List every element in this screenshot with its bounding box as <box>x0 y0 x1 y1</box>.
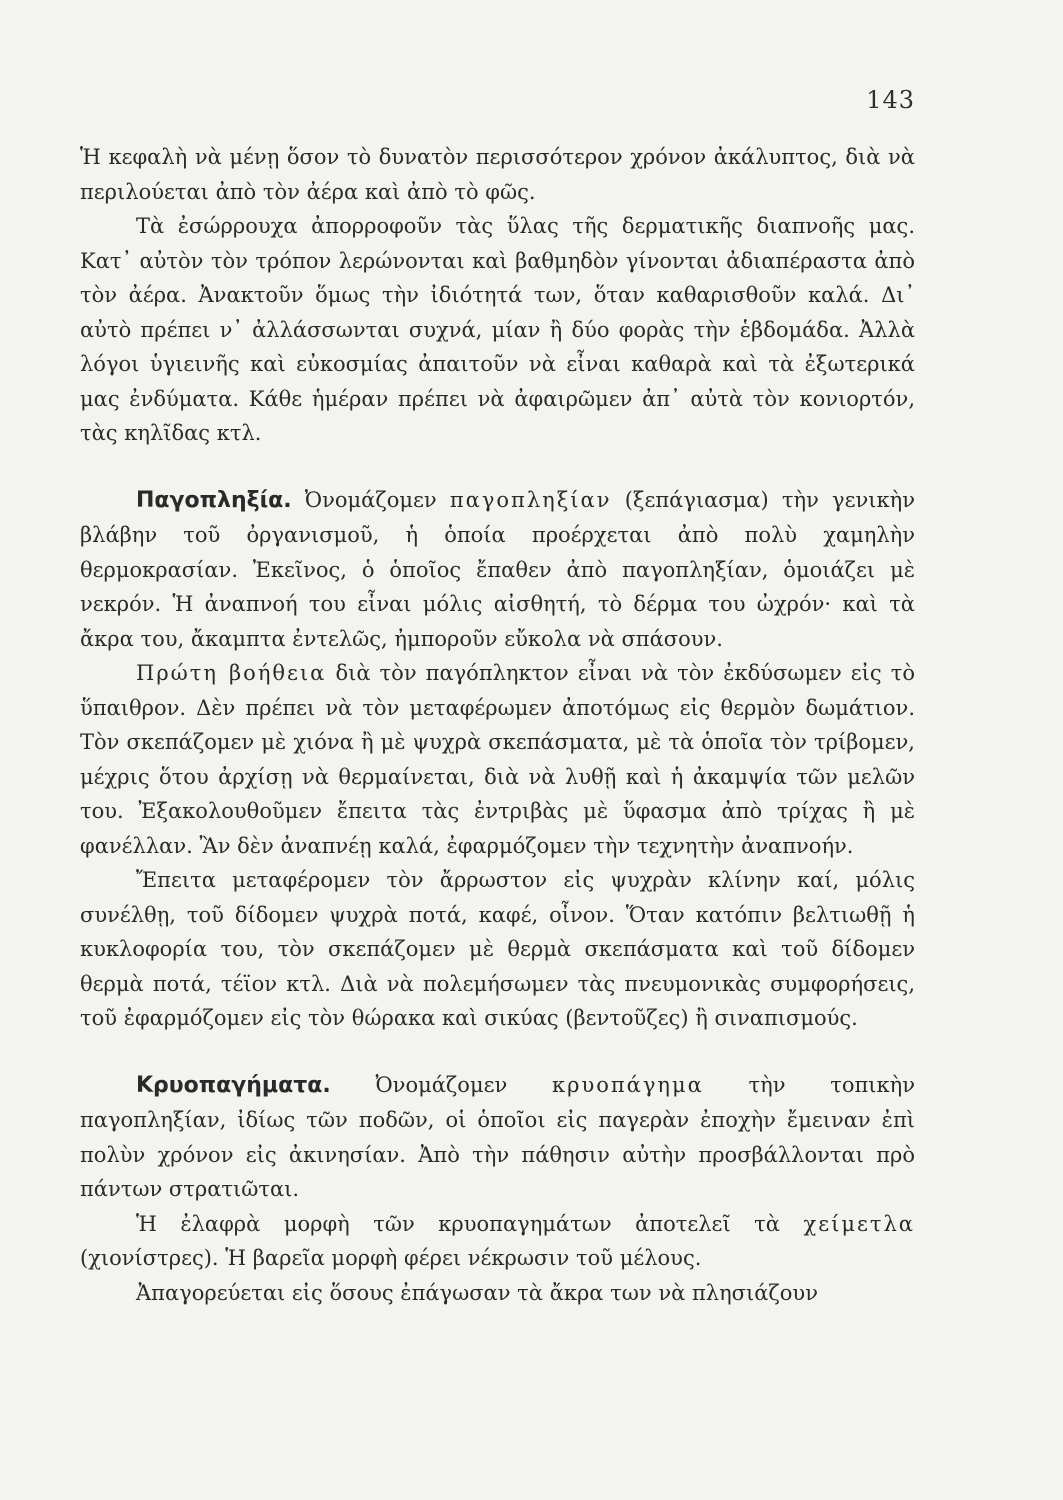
paragraph-chilblains <box>80 1068 915 1207</box>
section-spacer <box>80 451 915 483</box>
paragraph-undergarments: Τὰ ἐσώρρουχα ἀπορροφοῦν τὰς ὕλας τῆς δερματικῆς διαπνοῆς μας. Κατ᾽ αὐτὸν τὸν τρόπον λερώνονται καὶ βαθμηδὸν γίνονται ἀδιαπέραστα ἀπὸ τὸν ἀέρα. Ἀνακτοῦν ὅμως τὴν ἰδιότητά των, ὅταν καθαρισθοῦν καλά. Δι᾽ αὐτὸ πρέπει ν᾽ ἀλλάσσωνται συχνά, μίαν ἢ δύο φορὰς τὴν ἑβδομάδα. Ἀλλὰ λόγοι ὑγιεινῆς καὶ εὐκοσμίας ἀπαιτοῦν νὰ εἶναι καθαρὰ καὶ τὰ ἐξωτερικά μας ἐνδύματα. Κάθε ἡμέραν πρέπει νὰ ἀφαιρῶμεν ἀπ᾽ αὐτὰ τὸν κονιορτόν, τὰς κηλῖδας κτλ. <box>80 214 915 445</box>
page-number: 143 <box>866 86 915 114</box>
paragraph-frostbite-text: (ξεπάγιασμα) τὴν γενικὴν βλάβην τοῦ ὀργανισμοῦ, ἡ ὁποία προέρχεται ἀπὸ πολὺ χαμηλὴν θερμοκρασίαν. Ἐκεῖνος, ὁ ὁποῖος ἔπαθεν ἀπὸ παγοπληξίαν, ὁμοιάζει μὲ νεκρόν. Ἡ ἀναπνοή του εἶναι μόλις αἰσθητή, τὸ δέρμα του ὠχρόν· καὶ τὰ ἄκρα του, ἄκαμπτα ἐντελῶς, ἠμποροῦν εὔκολα νὰ σπάσουν. <box>80 487 915 651</box>
page-body <box>80 140 915 1310</box>
term-first-aid: Πρώτη βοήθεια <box>136 661 327 685</box>
paragraph-frostbite-general <box>80 483 915 657</box>
paragraph-prohibition: Ἀπαγορεύεται εἰς ὅσους ἐπάγωσαν τὰ ἄκρα των νὰ πλησιάζουν <box>136 1280 818 1305</box>
paragraph-mild-form <box>80 1207 915 1276</box>
term-pagoplixian: παγοπληξίαν <box>449 487 612 512</box>
term-kryopagima: κρυοπάγημα <box>551 1072 704 1097</box>
section-spacer <box>80 1036 915 1068</box>
section-heading-kryopagimata: Κρυοπαγήματα. <box>136 1072 331 1098</box>
paragraph-frostbite-lead: Ὀνομάζομεν <box>304 487 437 512</box>
paragraph-chilblains-text: τὴν τοπικὴν παγοπληξίαν, ἰδίως τῶν ποδῶν, οἱ ὁποῖοι εἰς παγερὰν ἐποχὴν ἔμειναν ἐπὶ πολὺν χρόνον εἰς ἀκινησίαν. Ἀπὸ τὴν πάθησιν αὐτὴν προσβάλλονται πρὸ πάντων στρατιῶται. <box>80 1072 915 1201</box>
paragraph-head-covering: Ἡ κεφαλὴ νὰ μένῃ ὅσον τὸ δυνατὸν περισσότερον χρόνον ἀκάλυπτος, διὰ νὰ περιλούεται ἀπὸ τὸν ἀέρα καὶ ἀπὸ τὸ φῶς. <box>80 145 915 204</box>
paragraph-first-aid-text: διὰ τὸν παγόπληκτον εἶναι νὰ τὸν ἐκδύσωμεν εἰς τὸ ὕπαιθρον. Δὲν πρέπει νὰ τὸν μεταφέρωμεν ἀποτόμως εἰς θερμὸν δωμάτιον. Τὸν σκεπάζομεν μὲ χιόνα ἢ μὲ ψυχρὰ σκεπάσματα, μὲ τὰ ὁποῖα τὸν τρίβομεν, μέχρις ὅτου ἀρχίσῃ νὰ θερμαίνεται, διὰ νὰ λυθῇ καὶ ἡ ἀκαμψία τῶν μελῶν του. Ἐξακολουθοῦμεν ἔπειτα τὰς ἐντριβὰς μὲ ὕφασμα ἀπὸ τρίχας ἢ μὲ φανέλλαν. Ἂν δὲν ἀναπνέῃ καλά, ἐφαρμόζομεν τὴν τεχνητὴν ἀναπνοήν. <box>80 661 916 858</box>
paragraph-chilblains-lead: Ὀνομάζομεν <box>375 1072 508 1097</box>
paragraph-first-aid <box>80 656 915 863</box>
paragraph-mild-form-text: (χιονίστρες). Ἡ βαρεῖα μορφὴ φέρει νέκρωσιν τοῦ μέλους. <box>80 1246 702 1270</box>
section-heading-pagoplixia: Παγοπληξία. <box>136 487 292 513</box>
term-cheimetla: χείμετλα <box>803 1211 915 1236</box>
paragraph-mild-form-lead: Ἡ ἐλαφρὰ μορφὴ τῶν κρυοπαγημάτων ἀποτελεῖ τὰ <box>136 1211 780 1236</box>
paragraph-after-care: Ἔπειτα μεταφέρομεν τὸν ἄρρωστον εἰς ψυχρὰν κλίνην καί, μόλις συνέλθῃ, τοῦ δίδομεν ψυχρὰ ποτά, καφέ, οἶνον. Ὅταν κατόπιν βελτιωθῇ ἡ κυκλοφορία του, τὸν σκεπάζομεν μὲ θερμὰ σκεπάσματα καὶ τοῦ δίδομεν θερμὰ ποτά, τέϊον κτλ. Διὰ νὰ πολεμήσωμεν τὰς πνευμονικὰς συμφορήσεις, τοῦ ἐφαρμόζομεν εἰς τὸν θώρακα καὶ σικύας (βεντοῦζες) ἢ σιναπισμούς. <box>80 868 915 1030</box>
